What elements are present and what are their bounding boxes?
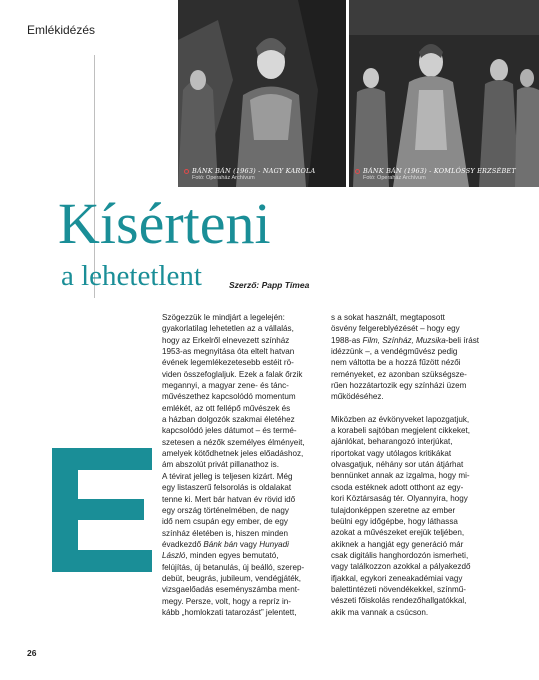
text-line: hogy az Erkelről elnevezett színház [162,335,290,345]
text-line: amelyek kötődhetnek jeles előadáshoz, [162,449,304,459]
text-line: ifjakkal, egykori zeneakadémiai vagy [331,573,463,583]
photo-1-image [178,0,346,187]
text-line: gyakorlatilag lehetetlen az a vállalás, [162,324,294,334]
paragraph [162,312,318,471]
text-line: csak digitális hanghordozón ismerheti, [331,550,469,560]
photo-1-caption [184,168,315,181]
text-run: évadkezdő [162,539,204,549]
text-line: működéséhez. [331,392,384,402]
drop-cap [48,448,156,572]
text-line: A tévirat jelleg is teljesen kizárt. Még [162,471,293,481]
text-line: a korabeli sajtóban megjelent cikkeket, [331,426,471,436]
text-line: Miközben az évkönyveket lapozgatjuk, [331,414,470,424]
text-line: debüt, beugrás, jubileum, vendégjáték, [162,573,302,583]
text-line: rűen hozzátartozik egy színházi üzem [331,381,467,391]
photo-1-caption-title: BÁNK BÁN (1963) - NAGY KAROLA [184,168,315,175]
text-run: vagy [237,539,260,549]
text-line [162,539,318,550]
photo-1-credit: Fotó: Operaház Archívum [192,174,255,181]
text-line: színház életében is, hiszen minden [162,528,288,538]
magazine-title: Film, Színház, Muzsika [362,335,446,345]
text-run: 1988-as [331,335,363,345]
photo-1 [178,0,346,187]
text-line: egy ország történelmében, de nagy [162,505,289,515]
text-line: emlékét, az ott fellépő művészek és [162,403,291,413]
work-title: László [162,551,186,561]
photo-2-caption-title: BÁNK BÁN (1963) - KOMLÓSSY ERZSÉBET [355,168,516,175]
text-run: , minden egyes bemutató, [185,551,279,561]
text-line: bennünket annak az izgalma, hogy mi- [331,471,470,481]
text-line: balettintézeti növendékekkel, színmű- [331,584,466,594]
text-line: tulajdonképpen szeretne az ember [331,505,456,515]
author-byline: Szerző: Papp Tímea [229,280,310,290]
text-line: beülni egy időgépbe, hogy láthassa [331,516,458,526]
text-line: Szögezzük le mindjárt a legelején: [162,313,285,322]
photo-2 [349,0,539,187]
text-line: tenne ki. Mert bár hatvan év rövid idő [162,494,296,504]
section-label: Emlékidézés [27,23,96,37]
text-line: azokat a művészeket erejük teljében, [331,528,465,538]
photo-2-credit: Fotó: Operaház Archívum [363,174,426,181]
text-line: kább „homlokzati tatarozást” jelentett, [162,607,297,617]
text-line: viden összefoglaljuk. Ezek a falak őrzik [162,369,303,379]
article-title: Kísérteni [58,191,271,256]
text-line: csoda estéknek adott otthont az egy- [331,482,464,492]
paragraph [331,414,487,618]
text-line: kapcsolódó jeles dátumot – és termé- [162,426,297,436]
text-line: vizsgaelőadás eseményszámba ment- [162,585,300,595]
text-line: akik ma vannak a csúcson. [331,607,429,617]
text-line: ajánlókat, beharangozó interjúkat, [331,437,453,447]
text-line: művészethez kapcsolódó momentum [162,392,296,402]
text-line [162,550,318,561]
text-line: a házban dolgozók szakmai életéhez [162,415,295,425]
article-subtitle: a lehetetlent [61,260,202,292]
text-line: reményeket, ez azonban szükségsze- [331,369,467,379]
text-line: szetesen a nézők személyes élményeit, [162,437,305,447]
text-line: évének legemlékezetesebb estéit rö- [162,358,294,368]
text-line: felújítás, új betanulás, új beálló, szerep- [162,562,305,572]
text-line: megannyi, a magyar zene- és tánc- [162,381,289,391]
work-title: Hunyadi [259,539,289,549]
text-line: riportokat vagy utólagos kritikákat [331,448,452,458]
text-line: vagy találkozzon azokkal a pályakezdő [331,562,471,572]
text-line [331,335,487,346]
text-line: megy. Persze, volt, hogy a repríz in- [162,596,291,606]
text-line: ám abszolút privát pillanathoz is. [162,460,279,470]
page-number: 26 [27,648,37,658]
photo-2-image [349,0,539,187]
photo-2-caption [355,168,516,181]
text-run: -beli írást [445,335,480,345]
text-column-2 [331,312,487,618]
text-line: kori Köztársaság tér. Olyannyira, hogy [331,494,468,504]
text-line: olvasgatjuk, néhány sor után átjárhat [331,460,464,470]
text-line: idő nem csupán egy ember, de egy [162,517,288,527]
text-line: vészeti főiskolás rendezőhallgatókkal, [331,596,467,606]
paragraph [331,312,487,403]
text-line: akiknek a hangját egy generáció már [331,539,464,549]
text-column-1 [162,312,318,618]
text-line: idézzünk –, a vendégművész pedig [331,347,458,357]
text-line: egy listaszerű felsorolás is oldalakat [162,483,292,493]
text-line: s a sokat használt, megtaposott [331,313,445,322]
text-line: nem váltotta be a hozzá fűzött nézői [331,358,461,368]
work-title: Bánk bán [203,539,238,549]
paragraph [162,471,318,618]
text-line: ösvény felgereblyézését – hogy egy [331,324,460,334]
text-line: 1953-as megnyitása óta eltelt hatvan [162,347,295,357]
